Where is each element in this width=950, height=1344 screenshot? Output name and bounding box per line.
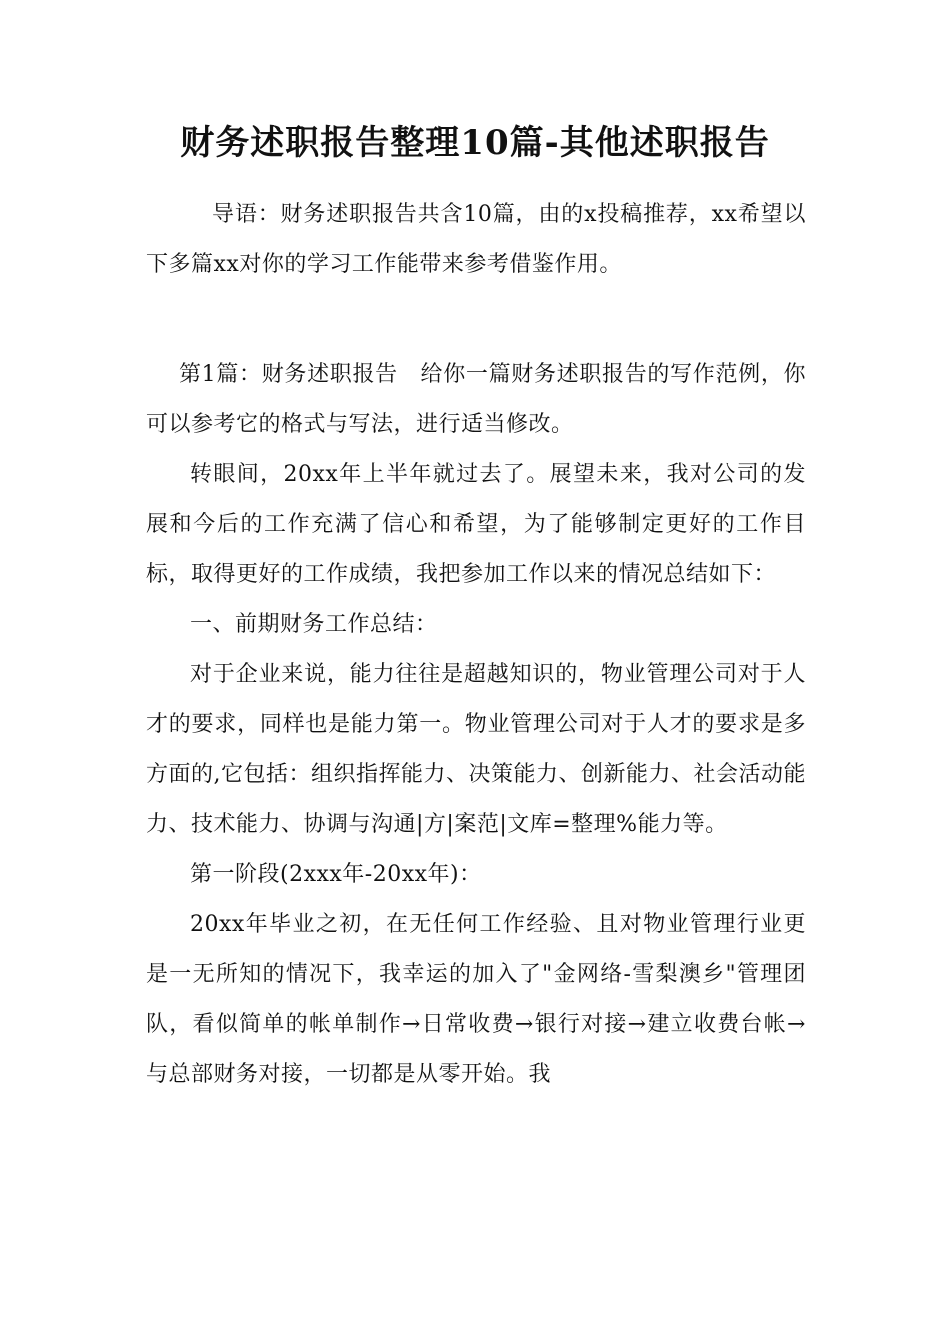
intro-paragraph: 导语：财务述职报告共含10篇，由的x投稿推荐，xx希望以下多篇xx对你的学习工作能带来参考借鉴作用。 [146, 202, 806, 277]
body-paragraph: 20xx年毕业之初，在无任何工作经验、且对物业管理行业更是一无所知的情况下，我幸运的加入了"金网络-雪梨澳乡"管理团队，看似简单的帐单制作→日常收费→银行对接→建立收费台帐→与总部财务对接，一切都是从零开始。我 [146, 912, 806, 1087]
document-title: 财务述职报告整理10篇-其他述职报告 [180, 123, 770, 163]
section-heading: 一、前期财务工作总结： [190, 612, 438, 637]
body-paragraph: 对于企业来说，能力往往是超越知识的，物业管理公司对于人才的要求，同样也是能力第一。物业管理公司对于人才的要求是多方面的,它包括：组织指挥能力、决策能力、创新能力、社会活动能力、技术能力、协调与沟通|方|案范|文库=整理%能力等。 [146, 662, 806, 837]
stage-heading: 第一阶段(2xxx年-20xx年)： [190, 862, 482, 887]
body-paragraph: 转眼间，20xx年上半年就过去了。展望未来，我对公司的发展和今后的工作充满了信心和希望，为了能够制定更好的工作目标，取得更好的工作成绩，我把参加工作以来的情况总结如下： [146, 462, 806, 587]
chapter-1-heading-paragraph: 第1篇：财务述职报告 给你一篇财务述职报告的写作范例，你可以参考它的格式与写法，进行适当修改。 [146, 362, 806, 437]
document-body [146, 190, 806, 1100]
section-gap [146, 290, 806, 350]
